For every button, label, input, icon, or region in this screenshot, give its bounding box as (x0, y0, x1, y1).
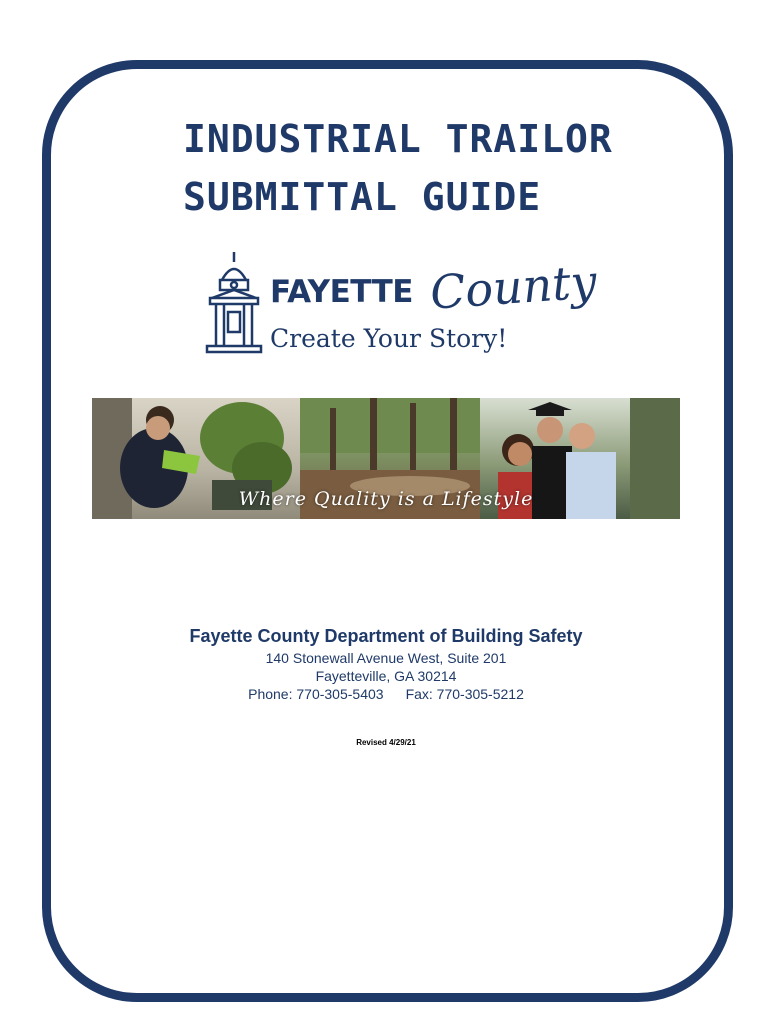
photo-banner (92, 398, 680, 519)
courthouse-icon (204, 250, 264, 360)
fax-number: Fax: 770-305-5212 (405, 686, 524, 702)
logo-script: County (428, 254, 599, 320)
address-line-2: Fayetteville, GA 30214 (315, 668, 457, 684)
phone-fax-line (92, 686, 680, 702)
department-name: Fayette County Department of Building Safety (189, 626, 583, 646)
phone-number: Phone: 770-305-5403 (248, 686, 384, 702)
document-title (183, 110, 613, 226)
title-line-1: INDUSTRIAL TRAILOR (183, 117, 613, 161)
logo-tagline: Create Your Story! (270, 324, 508, 353)
fayette-county-logo (204, 250, 599, 360)
address-line-1: 140 Stonewall Avenue West, Suite 201 (265, 650, 507, 666)
title-line-2: SUBMITTAL GUIDE (183, 175, 542, 219)
revision-date: Revised 4/29/21 (356, 738, 416, 747)
logo-wordmark: FAYETTE (270, 274, 413, 310)
banner-tagline: Where Quality is a Lifestyle (238, 488, 534, 510)
